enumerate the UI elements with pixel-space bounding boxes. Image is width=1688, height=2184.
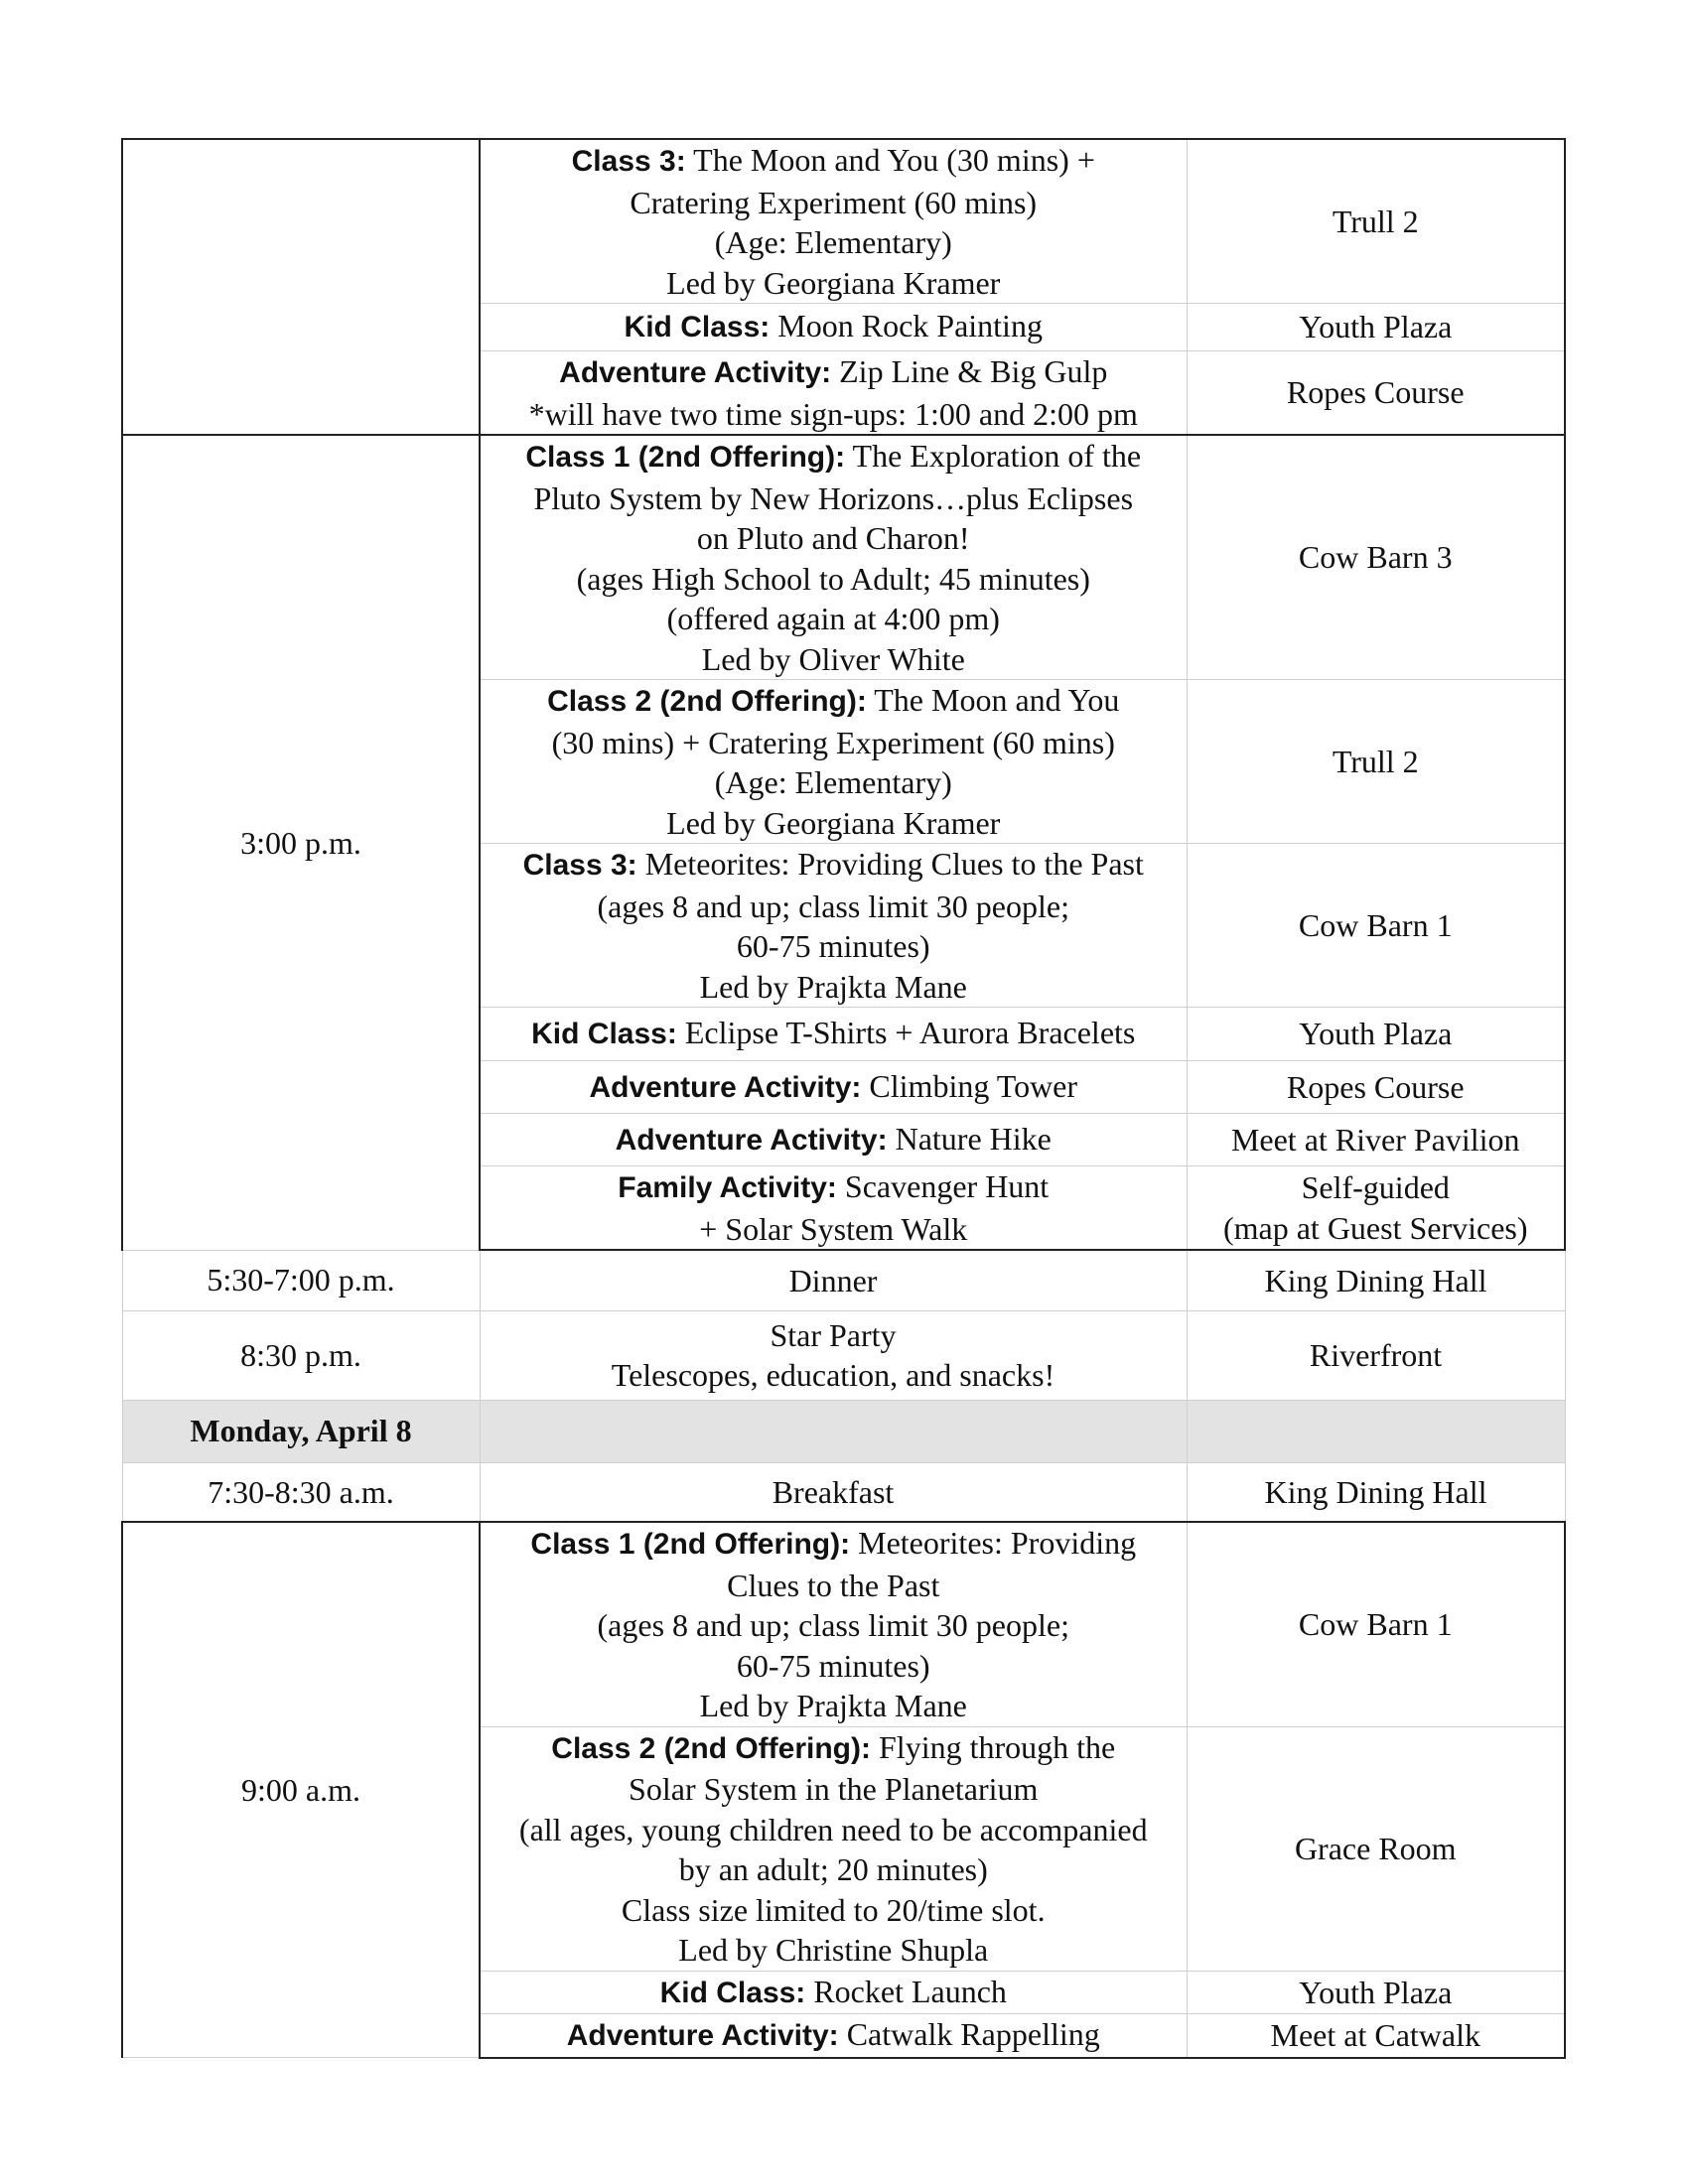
time-cell: 3:00 p.m. [122, 435, 480, 1250]
activity-cell [480, 1971, 1187, 2014]
table-row [122, 1250, 1565, 1310]
activity-title: Adventure Activity: [566, 2019, 839, 2052]
day-header-row [122, 1400, 1565, 1462]
location-cell: Grace Room [1187, 1726, 1565, 1971]
activity-text: on Pluto and Charon! [696, 520, 970, 556]
activity-cell [480, 1522, 1187, 1726]
activity-text: Solar System in the Planetarium [629, 1771, 1039, 1807]
day-header: Monday, April 8 [122, 1400, 480, 1462]
location-cell: King Dining Hall [1187, 1462, 1565, 1522]
activity-text: Clues to the Past [727, 1567, 940, 1603]
location-cell: Trull 2 [1187, 139, 1565, 304]
activity-title: Class 2 (2nd Offering): [547, 685, 867, 718]
activity-text: Led by Christine Shupla [678, 1932, 989, 1968]
activity-cell: Breakfast [480, 1462, 1187, 1522]
activity-text: Zip Line & Big Gulp [839, 353, 1108, 389]
location-cell [1187, 1166, 1565, 1251]
activity-text: Scavenger Hunt [844, 1168, 1050, 1204]
location-cell: Meet at River Pavilion [1187, 1114, 1565, 1166]
location-cell: Riverfront [1187, 1310, 1565, 1400]
activity-text: Led by Prajkta Mane [699, 968, 967, 1005]
activity-cell [480, 304, 1187, 351]
table-row [122, 1462, 1565, 1522]
activity-title: Kid Class: [531, 1018, 677, 1051]
activity-text: Led by Georgiana Kramer [666, 264, 1001, 301]
activity-cell [480, 1726, 1187, 1971]
time-cell-empty [122, 139, 480, 435]
location-cell: Trull 2 [1187, 680, 1565, 844]
activity-cell [480, 1008, 1187, 1061]
activity-cell [480, 844, 1187, 1008]
activity-cell [480, 1114, 1187, 1166]
time-cell: 8:30 p.m. [122, 1310, 480, 1400]
activity-text: Class size limited to 20/time slot. [621, 1891, 1046, 1928]
activity-title: Adventure Activity: [589, 1070, 862, 1104]
activity-text: The Moon and You (30 mins) + [693, 142, 1095, 178]
location-cell: King Dining Hall [1187, 1250, 1565, 1310]
activity-text: 60-75 minutes) [736, 1647, 930, 1684]
activity-title: Adventure Activity: [559, 356, 832, 389]
location-cell: Youth Plaza [1187, 304, 1565, 351]
activity-cell [480, 1310, 1187, 1400]
activity-cell [480, 351, 1187, 436]
activity-text: (Age: Elementary) [714, 764, 952, 800]
time-cell: 7:30-8:30 a.m. [122, 1462, 480, 1522]
schedule-table [121, 138, 1566, 2059]
activity-text: Meteorites: Providing Clues to the Past [644, 846, 1144, 882]
activity-text: Flying through the [879, 1728, 1116, 1765]
location-cell: Cow Barn 1 [1187, 844, 1565, 1008]
activity-text: Led by Prajkta Mane [699, 1688, 967, 1723]
location-cell: Cow Barn 1 [1187, 1522, 1565, 1726]
activity-title: Class 2 (2nd Offering): [551, 1731, 871, 1765]
activity-title: Class 1 (2nd Offering): [525, 441, 846, 474]
activity-text: Catwalk Rappelling [846, 2016, 1100, 2052]
activity-title: Class 3: [571, 145, 686, 178]
activity-text: Climbing Tower [869, 1067, 1078, 1104]
activity-text: The Exploration of the [852, 438, 1142, 474]
activity-text: Eclipse T-Shirts + Aurora Bracelets [684, 1015, 1136, 1051]
activity-cell: Dinner [480, 1250, 1187, 1310]
activity-cell [480, 1061, 1187, 1114]
table-row [122, 435, 1565, 680]
table-row [122, 1310, 1565, 1400]
day-header-empty [480, 1400, 1187, 1462]
activity-text: by an adult; 20 minutes) [678, 1851, 988, 1887]
activity-cell [480, 2014, 1187, 2058]
activity-cell [480, 139, 1187, 304]
location-cell: Meet at Catwalk [1187, 2014, 1565, 2058]
activity-note: *will have two time sign-ups: 1:00 and 2:00 pm [528, 395, 1138, 432]
table-row [122, 1522, 1565, 1726]
location-cell: Youth Plaza [1187, 1971, 1565, 2014]
activity-text: Meteorites: Providing [858, 1525, 1137, 1561]
activity-text: Led by Oliver White [701, 640, 965, 677]
activity-text: (all ages, young children need to be accompanied [518, 1811, 1148, 1847]
activity-text: Star Party [770, 1316, 897, 1353]
time-cell: 5:30-7:00 p.m. [122, 1250, 480, 1310]
time-cell: 9:00 a.m. [122, 1522, 480, 2058]
activity-text: Telescopes, education, and snacks! [611, 1357, 1055, 1393]
activity-title: Class 1 (2nd Offering): [530, 1528, 851, 1561]
activity-text: The Moon and You [874, 682, 1120, 718]
activity-text: Rocket Launch [813, 1973, 1007, 2009]
location-text: Self-guided [1301, 1169, 1450, 1205]
activity-title: Adventure Activity: [615, 1123, 888, 1157]
activity-title: Class 3: [522, 849, 637, 882]
activity-text: (ages 8 and up; class limit 30 people; [597, 887, 1069, 924]
day-header-empty [1187, 1400, 1565, 1462]
activity-text: Cratering Experiment (60 mins) [630, 184, 1038, 220]
table-row [122, 139, 1565, 304]
activity-cell [480, 1166, 1187, 1251]
location-cell: Ropes Course [1187, 1061, 1565, 1114]
activity-title: Kid Class: [624, 311, 771, 344]
activity-text: (30 mins) + Cratering Experiment (60 mins) [551, 724, 1115, 760]
location-text: (map at Guest Services) [1222, 1209, 1528, 1246]
activity-text: (ages High School to Adult; 45 minutes) [576, 560, 1090, 597]
activity-text: + Solar System Walk [699, 1210, 968, 1247]
activity-title: Family Activity: [618, 1171, 837, 1204]
activity-title: Kid Class: [659, 1976, 806, 2009]
activity-text: Led by Georgiana Kramer [666, 804, 1001, 841]
activity-cell [480, 680, 1187, 844]
activity-text: 60-75 minutes) [736, 928, 930, 964]
location-cell: Cow Barn 3 [1187, 435, 1565, 680]
activity-cell [480, 435, 1187, 680]
location-cell: Ropes Course [1187, 351, 1565, 436]
location-cell: Youth Plaza [1187, 1008, 1565, 1061]
activity-text: Moon Rock Painting [777, 308, 1043, 344]
activity-text: Pluto System by New Horizons…plus Eclipses [533, 479, 1134, 516]
activity-text: (Age: Elementary) [714, 224, 952, 260]
activity-text: Nature Hike [895, 1120, 1052, 1157]
activity-text: (ages 8 and up; class limit 30 people; [597, 1607, 1069, 1643]
activity-text: (offered again at 4:00 pm) [666, 601, 1000, 636]
